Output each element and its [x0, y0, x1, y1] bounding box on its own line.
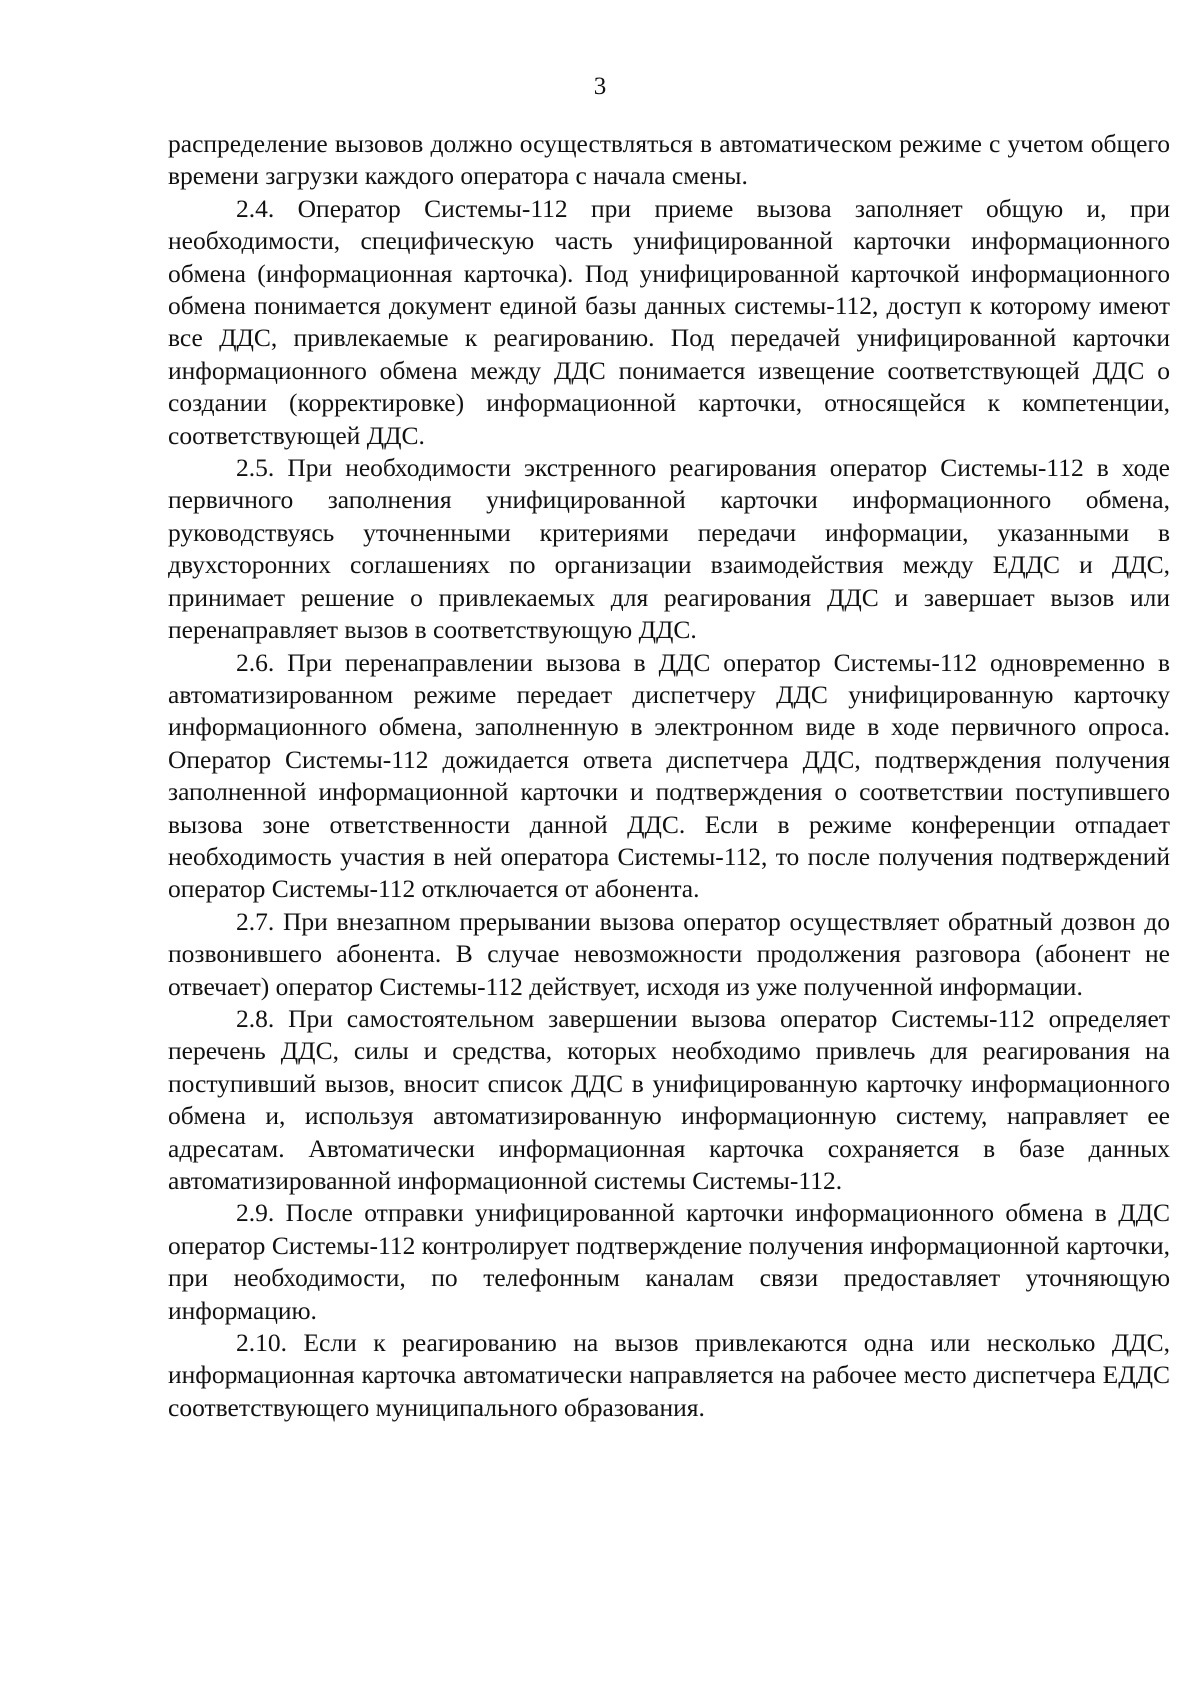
- paragraph-2-7: 2.7. При внезапном прерывании вызова оператор осуществляет обратный дозвон до позвонившего абонента. В случае невозможности продолжения разговора (абонент не отвечает) оператор Системы-112 действует, исходя из уже полученной информации.: [168, 906, 1170, 1001]
- page-number: 3: [593, 73, 607, 100]
- paragraph-2-4: 2.4. Оператор Системы-112 при приеме вызова заполняет общую и, при необходимости, специфическую часть унифицированной карточки информационного обмена (информационная карточка). Под унифицированной карточкой информационного обмена понимается документ единой базы данных системы-112, доступ к которому имеют все ДДС, привлекаемые к реагированию. Под передачей унифицированной карточки информационного обмена между ДДС понимается извещение соответствующей ДДС о создании (корректировке) информационной карточки, относящейся к компетенции, соответствующей ДДС.: [168, 193, 1170, 450]
- paragraph-continuation: распределение вызовов должно осуществляться в автоматическом режиме с учетом общего времени загрузки каждого оператора с начала смены.: [168, 129, 1170, 191]
- document-body: [168, 128, 1170, 1424]
- paragraph-2-9: 2.9. После отправки унифицированной карточки информационного обмена в ДДС оператор Системы-112 контролирует подтверждение получения информационной карточки, при необходимости, по телефонным каналам связи предоставляет уточняющую информацию.: [168, 1198, 1170, 1325]
- paragraph-2-8: 2.8. При самостоятельном завершении вызова оператор Системы-112 определяет перечень ДДС, силы и средства, которых необходимо привлечь для реагирования на поступивший вызов, вносит список ДДС в унифицированную карточку информационного обмена и, используя автоматизированную информационную систему, направляет ее адресатам. Автоматически информационная карточка сохраняется в базе данных автоматизированной информационной системы Системы-112.: [168, 1003, 1170, 1195]
- paragraph-2-6: 2.6. При перенаправлении вызова в ДДС оператор Системы-112 одновременно в автоматизированном режиме передает диспетчеру ДДС унифицированную карточку информационного обмена, заполненную в электронном виде в ходе первичного опроса. Оператор Системы-112 дожидается ответа диспетчера ДДС, подтверждения получения заполненной информационной карточки и подтверждения о соответствии поступившего вызова зоне ответственности данной ДДС. Если в режиме конференции отпадает необходимость участия в ней оператора Системы-112, то после получения подтверждений оператор Системы-112 отключается от абонента.: [168, 647, 1170, 904]
- paragraph-2-10: 2.10. Если к реагированию на вызов привлекаются одна или несколько ДДС, информационная карточка автоматически направляется на рабочее место диспетчера ЕДДС соответствующего муниципального образования.: [168, 1328, 1170, 1422]
- paragraph-2-5: 2.5. При необходимости экстренного реагирования оператор Системы-112 в ходе первичного заполнения унифицированной карточки информационного обмена, руководствуясь уточненными критериями передачи информации, указанными в двухсторонних соглашениях по организации взаимодействия между ЕДДС и ДДС, принимает решение о привлекаемых для реагирования ДДС и завершает вызов или перенаправляет вызов в соответствующую ДДС.: [168, 453, 1170, 645]
